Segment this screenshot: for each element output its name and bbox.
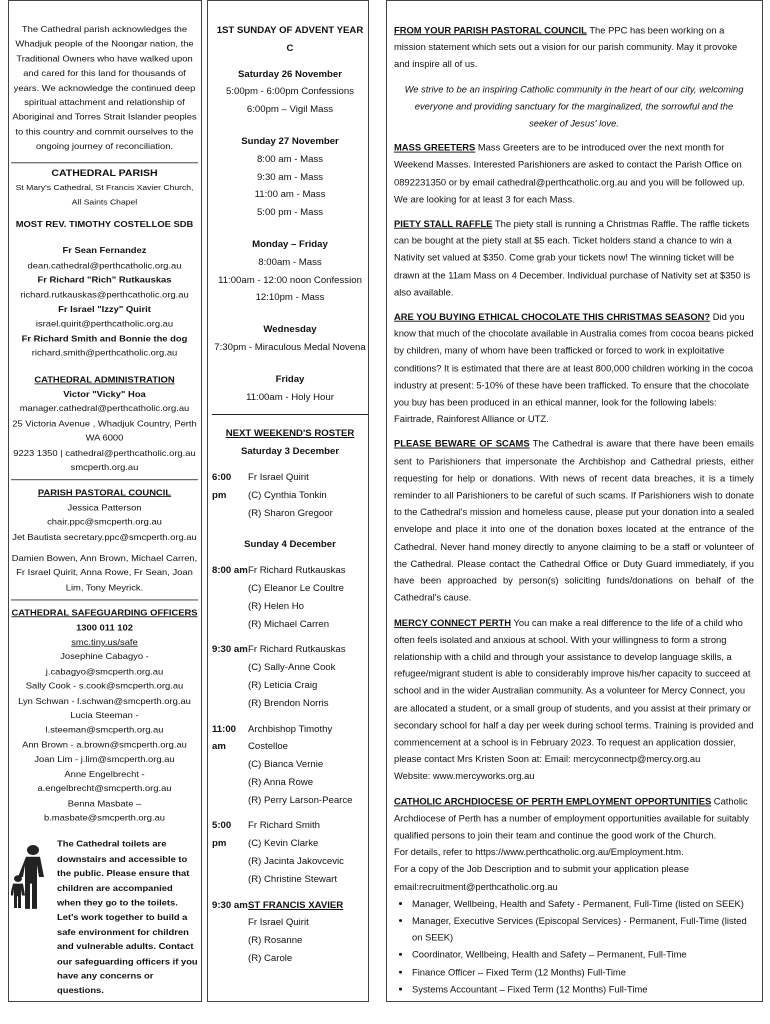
admin-phone: 9223 1350 | cathedral@perthcatholic.org.au — [13, 447, 196, 458]
roster-line: (R) Anna Rowe — [248, 776, 314, 788]
job-item: • Coordinator, Wellbeing, Health and Safety – Permanent, Full-Time — [412, 947, 754, 964]
ppc-chair: Jessica Patterson chair.ppc@smcperth.org.au — [47, 502, 162, 527]
toilet-notice-text: The Cathedral toilets are downstairs and accessible to the public. Please ensure that children are accompanied when they go to the toilets. Let's work together to build a safe environment for children and vulnerable adults. Contact our safeguarding officers if you have any concerns or questions. — [57, 839, 198, 995]
roster-line: (C) Eleanor Le Coultre — [248, 582, 344, 594]
job-item: • Finance Officer – Fixed Term (12 Months) Full-Time — [412, 964, 754, 981]
greeters-heading: MASS GREETERS — [394, 142, 476, 153]
divider — [212, 414, 368, 415]
raffle-text: The piety stall is running a Christmas Raffle. The raffle tickets can be bought at the piety stall at $5 each. Ticket holders stand a chance to win a Nativity set valued at $350. Come grab your tickets now! The winning ticket will be drawn at the 11am Mass on 4 December. Individual purchase of Nativity set at $350 is also available. — [394, 218, 751, 298]
roster-entry — [212, 721, 368, 810]
officer-entry: Ann Brown - a.brown@smcperth.org.au — [22, 739, 187, 750]
ppc-secretary: Jet Bautista secretary.ppc@smcperth.org.au — [12, 531, 197, 542]
roster-entry — [212, 562, 368, 633]
schedule-heading: Friday — [275, 373, 305, 385]
mercy-heading: MERCY CONNECT PERTH — [394, 617, 512, 628]
schedule-heading: Saturday 26 November — [238, 68, 342, 80]
schedule-line: 11:00 am - Mass — [254, 189, 326, 201]
clergy-name: Fr Richard Smith and Bonnie the dog — [21, 333, 188, 343]
raffle-notice — [394, 216, 754, 301]
toilet-notice — [11, 837, 198, 998]
roster-line: Fr Israel Quirit — [248, 471, 309, 483]
officer-entry: Josephine Cabagyo - j.cabagyo@smcperth.org.au — [45, 652, 164, 676]
roster-time: 11:00 am — [212, 723, 237, 753]
job-item: • Manager, Wellbeing, Health and Safety - Permanent, Full-Time (listed on SEEK) — [412, 895, 754, 912]
admin-name: Victor "Vicky" Hoa — [63, 389, 146, 399]
roster-day: Sunday 4 December — [244, 539, 336, 551]
officer-entry: Lucia Steeman - l.steeman@smcperth.org.au — [45, 710, 164, 735]
sfx-title: ST FRANCIS XAVIER — [248, 899, 344, 911]
clergy-email[interactable]: richard.smith@perthcatholic.org.au — [31, 348, 178, 358]
safeguarding-title: CATHEDRAL SAFEGUARDING OFFICERS — [11, 608, 198, 618]
officer-entry: Benna Masbate – b.masbate@smcperth.org.au — [43, 798, 166, 823]
clergy-email[interactable]: richard.rutkauskas@perthcatholic.org.au — [20, 289, 189, 299]
divider — [11, 480, 198, 481]
roster-time: 6:00 pm — [212, 471, 232, 501]
chocolate-notice — [394, 309, 754, 429]
scams-heading: PLEASE BEWARE OF SCAMS — [394, 438, 530, 449]
roster-line: Archbishop Timothy Costelloe — [248, 723, 333, 753]
roster-line: (R) Helen Ho — [248, 600, 304, 612]
schedule-heading: Monday – Friday — [252, 238, 328, 250]
clergy-name: Fr Richard "Rich" Rutkauskas — [37, 275, 172, 285]
roster-entry — [212, 641, 368, 712]
roster-line: (C) Bianca Vernie — [248, 759, 324, 771]
officer-entry: Lyn Schwan - l.schwan@smcperth.org.au — [18, 695, 191, 706]
roster-title: NEXT WEEKEND'S ROSTER — [225, 428, 355, 440]
admin-address: 25 Victoria Avenue , Whadjuk Country, Perth WA 6000 — [12, 418, 197, 443]
divider — [11, 162, 198, 163]
mass-times — [212, 66, 368, 407]
safeguarding-link[interactable]: smc.tiny.us/safe — [71, 637, 138, 647]
job-item: • Manager, Executive Services (Episcopal Services) - Permanent, Full-Time (listed on SEEK) — [412, 912, 754, 946]
roster-line: (C) Cynthia Tonkin — [248, 489, 327, 501]
scams-text: The Cathedral is aware that there have been emails sent to Parishioners that impersonate the Archbishop and Cathedral priests, either requesting for help or donations. With news of recent data breaches, it is a timely reminder to all Parishioners to be careful of such scams. If Parishioners wish to donate to the Cathedral's mission and homeless cause, please put your donation into a sealed envelope and place it into one of the donation boxes located at the entrance of the Cathedral. Never hand money directly to anyone claiming to be a staff or volunteer of the Cathedral. Please contact the Cathedral Office or Duty Guard immediately, if you have been approached by person(s) soliciting funds/donations on behalf of the Cathedral's cause. — [394, 438, 754, 603]
roster-time: 9:30 am — [212, 644, 248, 656]
admin-title: CATHEDRAL ADMINISTRATION — [34, 374, 175, 384]
schedule-line: 9:30 am - Mass — [256, 171, 324, 183]
parish-title: CATHEDRAL PARISH — [51, 167, 158, 179]
roster-line: (C) Kevin Clarke — [248, 838, 319, 850]
roster-line: (R) Leticia Craig — [248, 679, 318, 691]
roster-time: 5:00 pm — [212, 820, 232, 850]
schedule-line: 11:00am - 12:00 noon Confession — [218, 274, 362, 286]
roster-entry-sfx — [212, 897, 368, 968]
parish-subtitle: St Mary's Cathedral, St Francis Xavier Church, All Saints Chapel — [15, 183, 194, 207]
roster-time: 8:00 am — [212, 565, 248, 577]
schedule-line: 5:00pm - 6:00pm Confessions — [226, 86, 354, 98]
roster-entry — [212, 469, 368, 522]
roster-line: Fr Richard Rutkauskas — [248, 565, 346, 577]
jobs-details[interactable]: For details, refer to https://www.perthcatholic.org.au/Employment.htm. — [394, 846, 684, 858]
ppc-members: Damien Bowen, Ann Brown, Michael Carren, Fr Israel Quirit, Anna Rowe, Fr Sean, Joan Lim, Tony Meyrick. — [11, 553, 198, 592]
roster-line: Fr Richard Rutkauskas — [248, 644, 346, 656]
jobs-notice — [394, 793, 754, 844]
roster-line: (R) Jacinta Jakovcevic — [248, 856, 344, 868]
jobs-text: Catholic Archdiocese of Perth has a number of employment opportunities available for suitably qualified persons to join their team and continue the good work of the Church. — [394, 795, 749, 841]
officer-entry: Anne Engelbrecht - a.engelbrecht@smcperth.org.au — [37, 769, 172, 793]
ppc-title: PARISH PASTORAL COUNCIL — [37, 488, 172, 498]
clergy-email[interactable]: dean.cathedral@perthcatholic.org.au — [27, 260, 182, 270]
greeters-notice — [394, 140, 754, 208]
clergy-name: Fr Israel "Izzy" Quirit — [58, 304, 151, 314]
chocolate-heading: ARE YOU BUYING ETHICAL CHOCOLATE THIS CHRISTMAS SEASON? — [394, 311, 711, 322]
roster-day: Saturday 3 December — [240, 446, 340, 458]
ppc-heading: FROM YOUR PARISH PASTORAL COUNCIL — [394, 24, 587, 36]
clergy-list — [11, 243, 198, 360]
roster-line: (R) Brendon Norris — [248, 697, 329, 709]
roster-entry — [212, 817, 368, 888]
schedule-line: 8:00am - Mass — [258, 256, 322, 268]
safeguarding-phone: 1300 011 102 — [76, 622, 133, 632]
schedule-line: 11:00am - Holy Hour — [246, 391, 334, 403]
schedule-line: 6:00pm – Vigil Mass — [246, 104, 334, 116]
parent-child-icon — [11, 837, 51, 916]
jobs-list — [394, 895, 754, 998]
roster-line: (R) Sharon Gregoor — [248, 507, 333, 519]
right-column — [394, 22, 754, 998]
acknowledgement-text: The Cathedral parish acknowledges the Whadjuk people of the Noongar nation, the Traditional Owners who have walked upon and cared for this land for thousands of years. We acknowledge the continued deep spiritual attachment and relationship of Aboriginal and Torres Strait Islander peoples to this country and commit ourselves to the ongoing journey of reconciliation. — [12, 24, 197, 151]
schedule-heading: Sunday 27 November — [241, 135, 339, 147]
officer-entry: Joan Lim - j.lim@smcperth.org.au — [34, 754, 175, 764]
clergy-email[interactable]: israel.quirit@perthcatholic.org.au — [35, 319, 174, 329]
mercy-text: You can make a real difference to the life of a child who often feels isolated and anxious at school. With your willingness to form a strong relationship with a child and through your assistance to develop language skills, a refugee/migrant student is able to considerably improve his/her capacity to succeed at school and in the wider Australian community. As a volunteer for Mercy Connect, you are allocated a student, or a small group of students, and you assist at their primary or secondary school for half a day per week during school terms. Training is provided and commencement at a school is in February 2023. To request an application dossier, please contact Mrs Kristen Soon at: Email: mercyconnectp@mercy.org.au — [394, 617, 754, 765]
schedule-line: 7:30pm - Miraculous Medal Novena — [214, 341, 366, 353]
clergy-name: Fr Sean Fernandez — [62, 245, 147, 256]
chocolate-text: Did you know that much of the chocolate available in Australia comes from cocoa beans picked by children, many of whom have been trafficked or forced to work in exploitative conditions? It is estimated that there are at least 800,000 children working in the cocoa industry at present: 5-10% of these have been trafficked. To ensure that the chocolate you buy has been produced in an ethical manner, look for the following labels: Fairtrade, Rainforest Alliance or UTZ. — [394, 311, 754, 425]
middle-column — [212, 22, 368, 968]
ppc-text: The PPC has been working on a mission statement which sets out a vision for our parish community. May it provoke and inspire all of us. — [394, 24, 738, 70]
jobs-apply[interactable]: For a copy of the Job Description and to submit your application please email:recruitment@perthcatholic.org.au — [394, 863, 689, 892]
mercy-notice — [394, 614, 754, 768]
roster-line: (C) Sally-Anne Cook — [248, 662, 336, 674]
left-column — [11, 22, 198, 998]
roster-time: 9:30 am — [212, 899, 248, 911]
admin-email[interactable]: manager.cathedral@perthcatholic.org.au — [19, 403, 190, 414]
roster-line: (R) Perry Larson-Pearce — [248, 794, 353, 806]
roster-line: (R) Michael Carren — [248, 618, 330, 630]
ppc-notice — [394, 22, 754, 73]
roster-line: Fr Israel Quirit — [248, 917, 309, 929]
greeters-text: Mass Greeters are to be introduced over the next month for Weekend Masses. Interested Parishioners are asked to contact the Parish Office on 0892231350 or by email cathedral@perthcatholic.org.au and you will be followed up. We are looking for at least 3 for each Mass. — [394, 142, 745, 205]
officer-entry: Sally Cook - s.cook@smcperth.org.au — [25, 681, 184, 691]
schedule-line: 5:00 pm - Mass — [256, 207, 324, 219]
schedule-line: 12:10pm - Mass — [255, 292, 325, 304]
roster-line: Fr Richard Smith — [248, 820, 320, 832]
roster-line: (R) Christine Stewart — [248, 873, 338, 885]
schedule-line: 8:00 am - Mass — [256, 153, 324, 165]
admin-website[interactable]: smcperth.org.au — [70, 462, 139, 472]
roster-line: (R) Rosanne — [248, 935, 303, 947]
schedule-heading: Wednesday — [263, 324, 317, 336]
sunday-title: 1ST SUNDAY OF ADVENT YEAR C — [216, 25, 364, 54]
roster-line: (R) Carole — [248, 953, 293, 965]
job-item: • Systems Accountant – Fixed Term (12 Months) Full-Time — [412, 981, 754, 998]
safeguarding-officers — [11, 649, 198, 825]
divider — [11, 600, 198, 601]
bishop-name: MOST REV. TIMOTHY COSTELLOE SDB — [15, 219, 194, 229]
mercy-website[interactable]: Website: www.mercyworks.org.au — [394, 770, 535, 782]
scams-notice — [394, 436, 754, 607]
mission-statement: We strive to be an inspiring Catholic community in the heart of our city, welcoming everyone and providing sanctuary for the marginalized, the sorrowful and the seeker of Jesus' love. — [404, 83, 744, 129]
jobs-heading: CATHOLIC ARCHDIOCESE OF PERTH EMPLOYMENT OPPORTUNITIES — [394, 795, 712, 806]
raffle-heading: PIETY STALL RAFFLE — [394, 218, 493, 229]
